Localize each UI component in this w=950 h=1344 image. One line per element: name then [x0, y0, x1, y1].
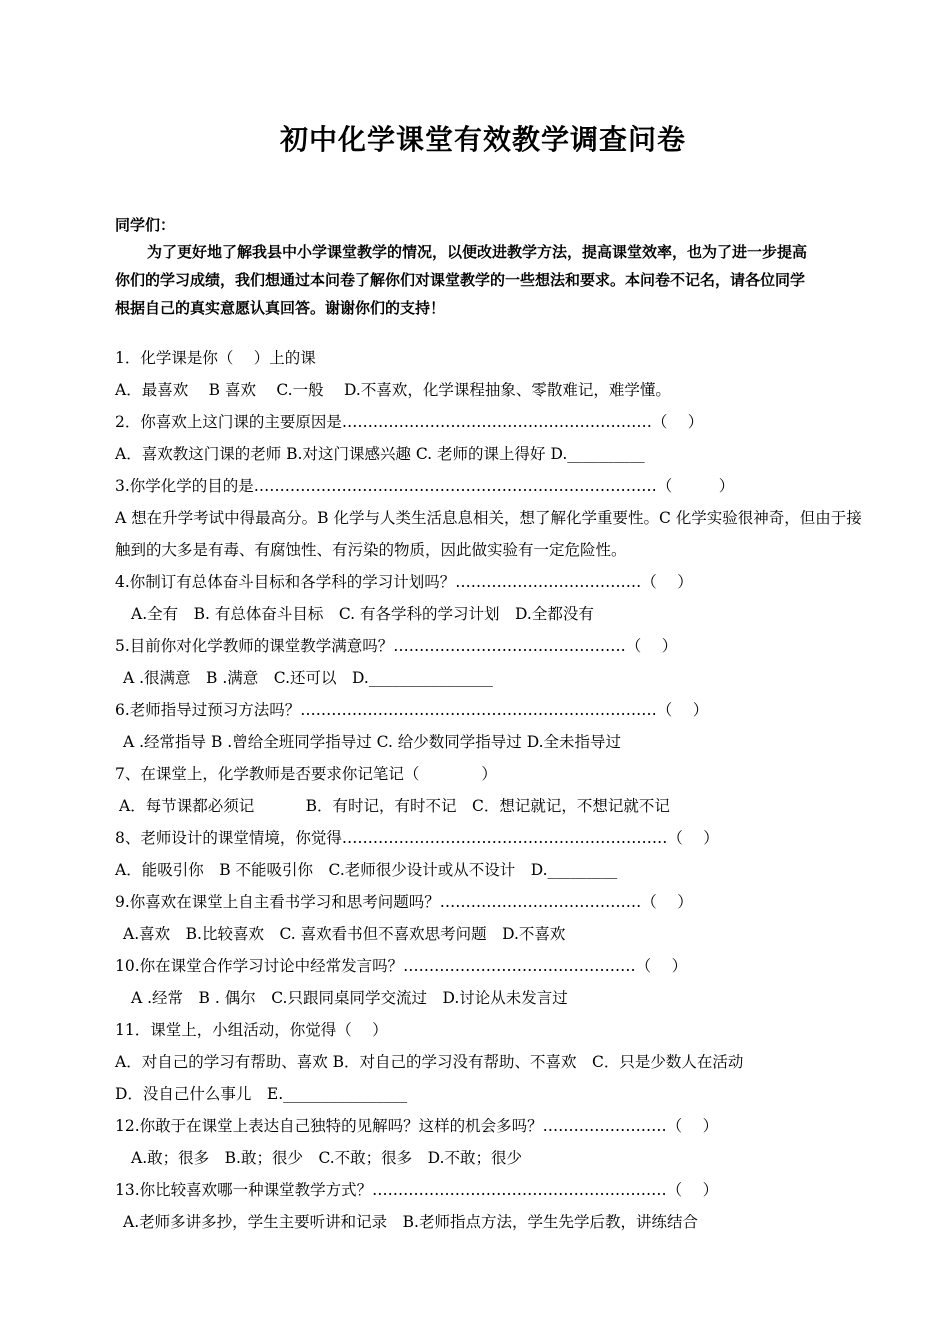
- question-10: 10.你在课堂合作学习讨论中经常发言吗？………………………………………（ ）: [115, 957, 688, 975]
- question-3-options: A 想在升学考试中得最高分。B 化学与人类生活息息相关，想了解化学重要性。C 化学实验很神奇，但由于接触到的大多是有毒、有腐蚀性、有污染的物质，因此做实验有一定危险性。: [115, 509, 862, 559]
- question-6: 6.老师指导过预习方法吗？……………………………………………………………（ ）: [115, 701, 709, 719]
- question-12: 12.你敢于在课堂上表达自己独特的见解吗？这样的机会多吗？……………………（ ）: [115, 1117, 719, 1135]
- question-7: 7、在课堂上，化学教师是否要求你记笔记（ ）: [115, 765, 497, 783]
- question-8: 8、老师设计的课堂情境，你觉得………………………………………………………（ ）: [115, 829, 719, 847]
- question-13-options: A.老师多讲多抄，学生主要听讲和记录 B.老师指点方法，学生先学后教，讲练结合: [123, 1213, 698, 1231]
- question-4-options: A.全有 B. 有总体奋斗目标 C. 有各学科的学习计划 D.全都没有: [131, 605, 594, 623]
- question-2: 2．你喜欢上这门课的主要原因是……………………………………………………（ ）: [115, 413, 704, 431]
- question-7-options: A．每节课都必须记 B．有时记，有时不记 C．想记就记，不想记就不记: [119, 797, 670, 815]
- question-8-options: A．能吸引你 B 不能吸引你 C.老师很少设计或从不设计 D._________: [115, 861, 618, 879]
- page-title: 初中化学课堂有效教学调查问卷: [279, 123, 686, 156]
- question-6-options: A .经常指导 B .曾给全班同学指导过 C. 给少数同学指导过 D.全未指导过: [123, 733, 622, 751]
- intro-paragraph: 为了更好地了解我县中小学课堂教学的情况，以便改进教学方法，提高课堂效率，也为了进一步提高你们的学习成绩，我们想通过本问卷了解你们对课堂教学的一些想法和要求。本问卷不记名，请各位同学根据自己的真实意愿认真回答。谢谢你们的支持！: [115, 243, 808, 317]
- question-2-options: A．喜欢教这门课的老师 B.对这门课感兴趣 C. 老师的课上得好 D.__________: [115, 445, 645, 463]
- question-11: 11．课堂上，小组活动，你觉得（ ）: [115, 1021, 388, 1039]
- intro-section: [115, 212, 815, 322]
- question-5-options: A .很满意 B .满意 C.还可以 D.________________: [123, 669, 493, 687]
- question-11-options: A．对自己的学习有帮助、喜欢 B．对自己的学习没有帮助、不喜欢 C．只是少数人在活动: [115, 1053, 744, 1071]
- question-list: [115, 342, 865, 1238]
- question-13: 13.你比较喜欢哪一种课堂教学方式？…………………………………………………（ ）: [115, 1181, 719, 1199]
- greeting: 同学们：: [115, 216, 176, 234]
- question-1: 1．化学课是你（ ）上的课: [115, 349, 316, 367]
- question-1-options: A．最喜欢 B 喜欢 C.一般 D.不喜欢，化学课程抽象、零散难记，难学懂。: [115, 381, 671, 399]
- question-5: 5.目前你对化学教师的课堂教学满意吗？………………………………………（ ）: [115, 637, 678, 655]
- question-9-options: A.喜欢 B.比较喜欢 C. 喜欢看书但不喜欢思考问题 D.不喜欢: [123, 925, 566, 943]
- question-10-options: A .经常 B . 偶尔 C.只跟同桌同学交流过 D.讨论从未发言过: [131, 989, 568, 1007]
- question-9: 9.你喜欢在课堂上自主看书学习和思考问题吗？…………………………………（ ）: [115, 893, 693, 911]
- question-12-options: A.敢；很多 B.敢；很少 C.不敢；很多 D.不敢；很少: [131, 1149, 522, 1167]
- question-11-options-cont: D．没自己什么事儿 E.________________: [115, 1085, 408, 1103]
- question-3: 3.你学化学的目的是……………………………………………………………………（ ）: [115, 477, 735, 495]
- question-4: 4.你制订有总体奋斗目标和各学科的学习计划吗？………………………………（ ）: [115, 573, 693, 591]
